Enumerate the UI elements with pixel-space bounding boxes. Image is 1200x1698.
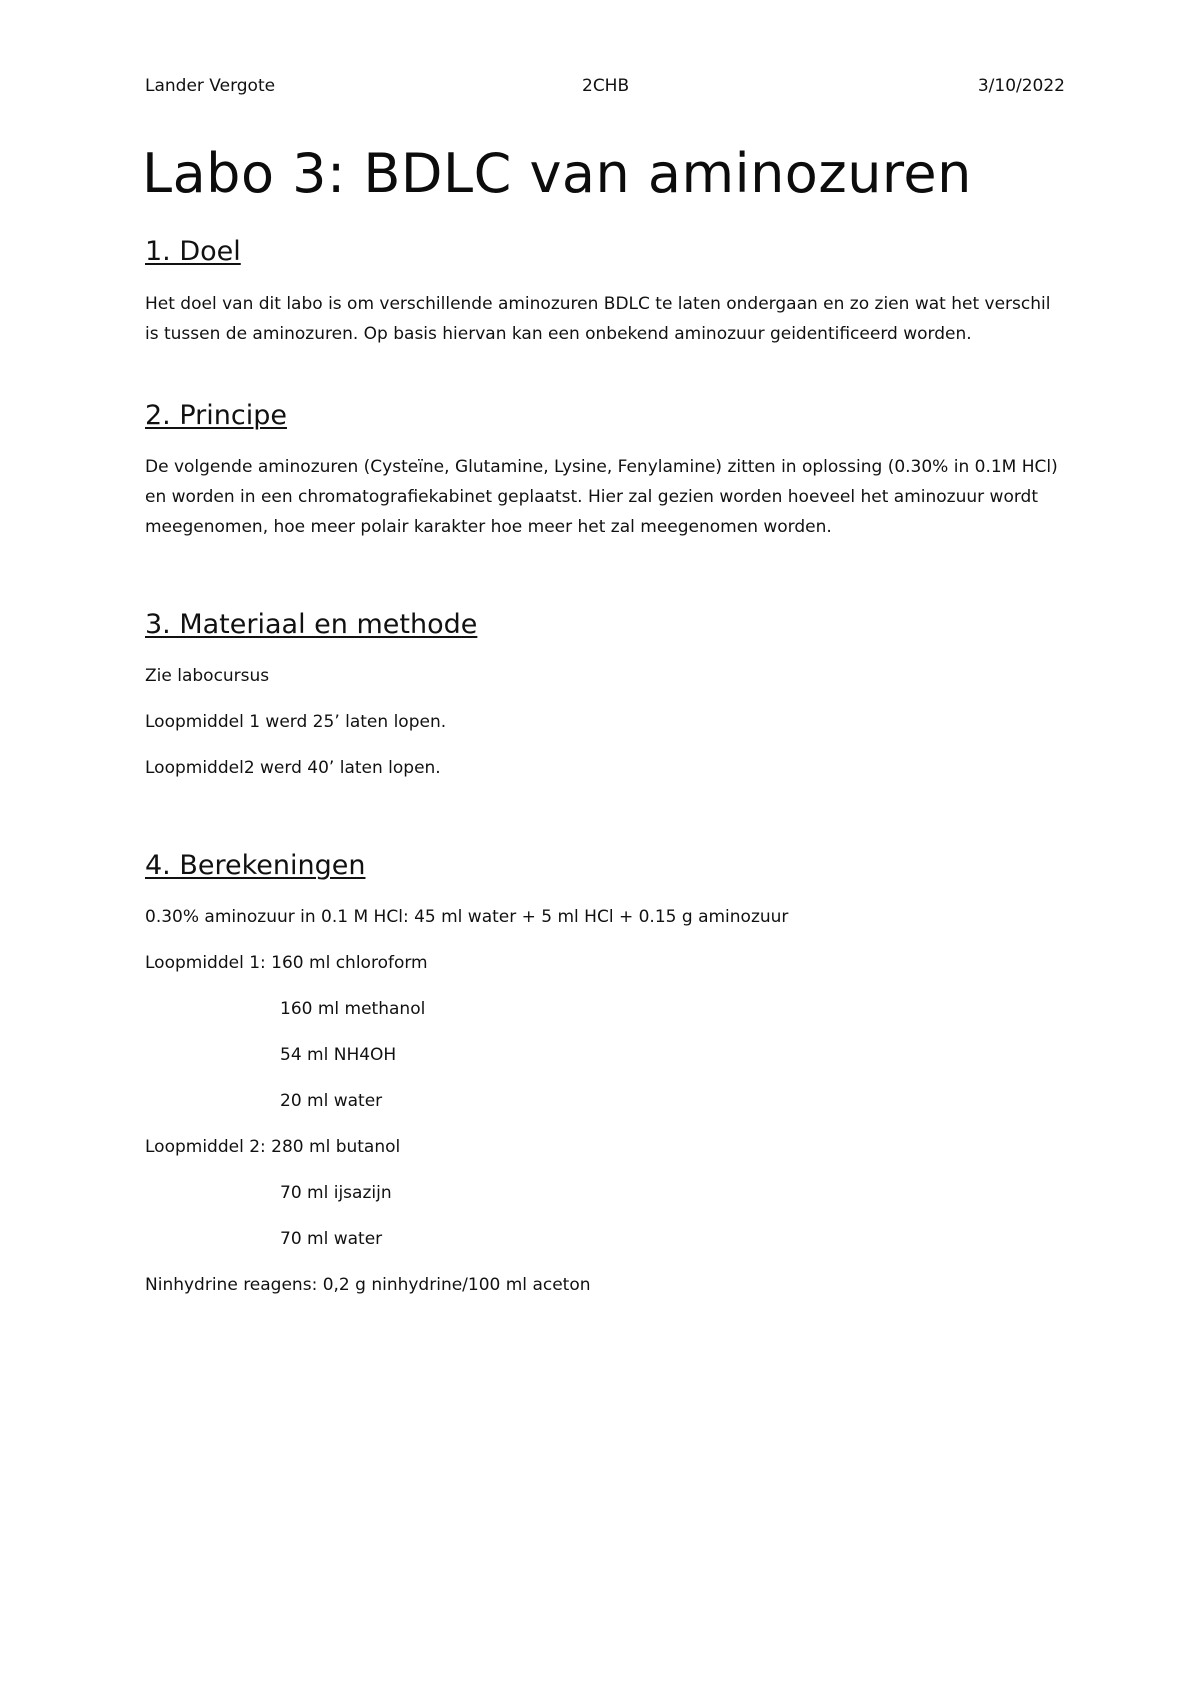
loopmiddel1-item: 20 ml water bbox=[280, 1091, 383, 1111]
section-text-principe: De volgende aminozuren (Cysteïne, Glutamine, Lysine, Fenylamine) zitten in oplossing (0.30% in 0.1M HCl) en worden in een chromatografiekabinet geplaatst. Hier zal gezien worden hoeveel het aminozuur wordt meegenomen, hoe meer polair karakter hoe meer het zal meegenomen worden. bbox=[145, 457, 1058, 537]
loopmiddel1-label: Loopmiddel 1: 160 ml chloroform bbox=[145, 953, 428, 973]
loopmiddel1-item: 54 ml NH4OH bbox=[280, 1045, 397, 1065]
materiaal-line: Loopmiddel 1 werd 25’ laten lopen. bbox=[145, 712, 447, 732]
page-header bbox=[145, 76, 1065, 100]
header-date: 3/10/2022 bbox=[977, 76, 1065, 96]
solution-line: 0.30% aminozuur in 0.1 M HCl: 45 ml water + 5 ml HCl + 0.15 g aminozuur bbox=[145, 907, 789, 927]
materiaal-line: Loopmiddel2 werd 40’ laten lopen. bbox=[145, 758, 441, 778]
document-title: Labo 3: BDLC van aminozuren bbox=[142, 142, 972, 205]
loopmiddel2-item: 70 ml ijsazijn bbox=[280, 1183, 392, 1203]
ninhydrine-line: Ninhydrine reagens: 0,2 g ninhydrine/100 ml aceton bbox=[145, 1275, 591, 1295]
header-class: 2CHB bbox=[582, 76, 630, 96]
loopmiddel2-item: 70 ml water bbox=[280, 1229, 383, 1249]
section-text-doel: Het doel van dit labo is om verschillende aminozuren BDLC te laten ondergaan en zo zien wat het verschil is tussen de aminozuren. Op basis hiervan kan een onbekend aminozuur geidentificeerd worden. bbox=[145, 294, 1051, 344]
section-heading-principe: 2. Principe bbox=[145, 400, 287, 431]
section-heading-berekeningen: 4. Berekeningen bbox=[145, 850, 366, 881]
loopmiddel1-item: 160 ml methanol bbox=[280, 999, 426, 1019]
section-heading-doel: 1. Doel bbox=[145, 236, 241, 267]
header-author: Lander Vergote bbox=[145, 76, 276, 96]
materiaal-line: Zie labocursus bbox=[145, 666, 270, 686]
section-heading-materiaal: 3. Materiaal en methode bbox=[145, 609, 478, 640]
loopmiddel2-label: Loopmiddel 2: 280 ml butanol bbox=[145, 1137, 401, 1157]
